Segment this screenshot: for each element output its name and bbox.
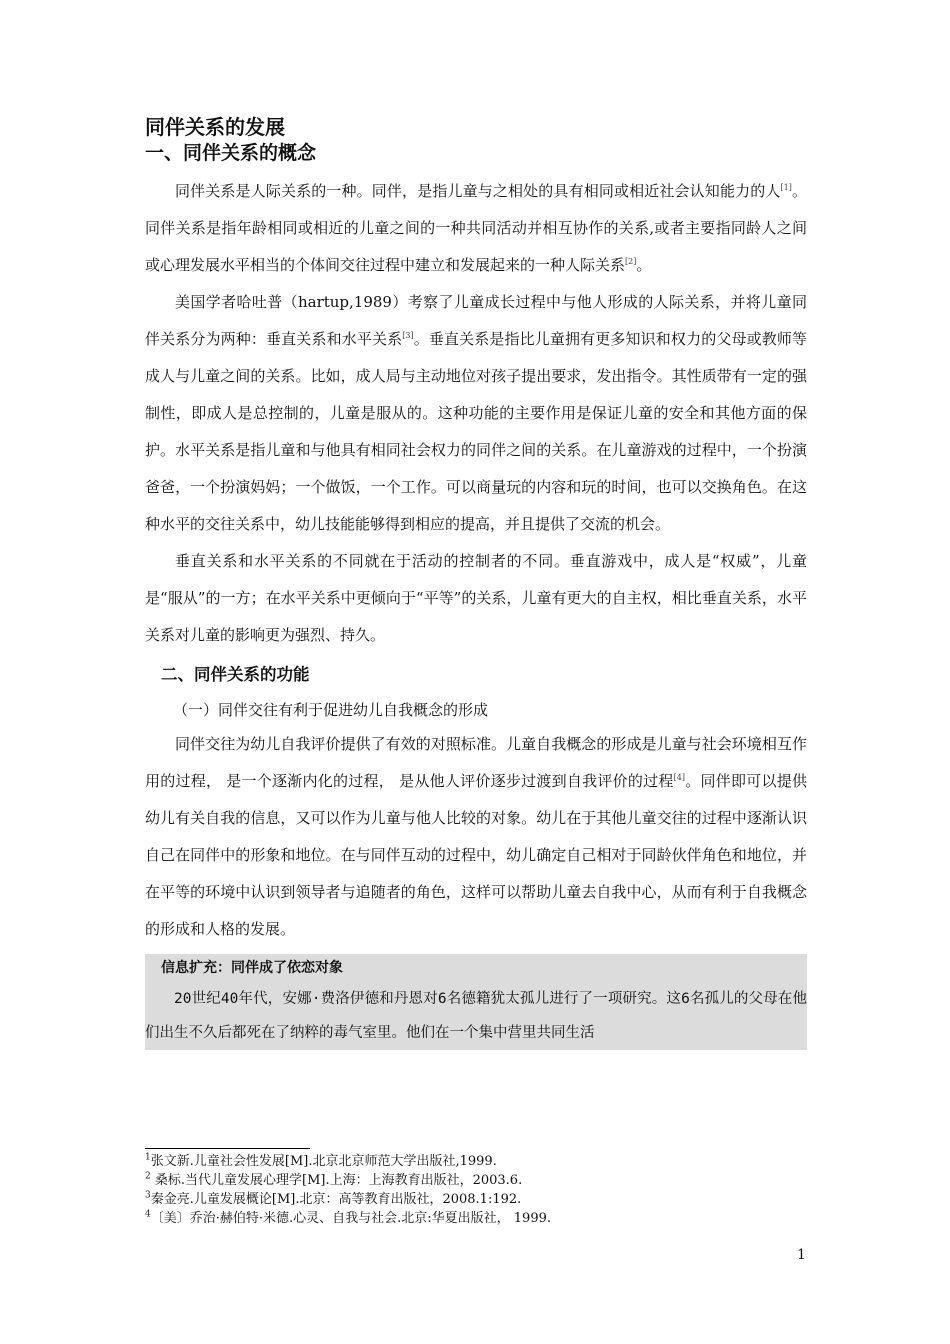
section2-heading: 二、同伴关系的功能	[161, 665, 310, 684]
document-title: 同伴关系的发展	[145, 115, 285, 139]
info-box	[145, 954, 807, 1050]
citation-4[interactable]: [4]	[673, 773, 685, 782]
info-box-title: 信息扩充：同伴成了依恋对象	[161, 960, 343, 976]
page-number: 1	[797, 1247, 806, 1263]
document-body	[145, 114, 807, 1050]
paragraph: 同伴关系是人际关系的一种。同伴，是指儿童与之相处的具有相同或相近社会认知能力的人[1]。同伴关系是指年龄相同或相近的儿童之间的一种共同活动并相互协作的关系,或者主要指同龄人之间或心理发展水平相当的个体间交往过程中建立和发展起来的一种人际关系[2]。	[145, 182, 807, 274]
footnotes	[145, 1152, 807, 1228]
footnote-item: $^2$ 桑标.当代儿童发展心理学[M].上海：上海教育出版社，2003.6.	[145, 1171, 523, 1188]
footnote-item: $^1$张文新.儿童社会性发展[M].北京北京师范大学出版社,1999.	[145, 1152, 497, 1169]
footnote-item: $^4$〔美〕乔治·赫伯特·米德.心灵、自我与社会.北京:华夏出版社， 1999.	[145, 1209, 551, 1226]
subsection-heading: （一）同伴交往有利于促进幼儿自我概念的形成	[173, 701, 489, 719]
paragraph: 垂直关系和水平关系的不同就在于活动的控制者的不同。垂直游戏中，成人是“权威”，儿童是“服从”的一方；在水平关系中更倾向于“平等”的关系，儿童有更大的自主权，相比垂直关系，水平关系对儿童的影响更为强烈、持久。	[145, 552, 807, 644]
footnote-item: $^3$秦金亮.儿童发展概论[M].北京：高等教育出版社，2008.1:192.	[145, 1190, 522, 1207]
section1-heading: 一、同伴关系的概念	[145, 142, 317, 164]
citation-1[interactable]: [1]	[780, 183, 792, 192]
footnote-divider	[145, 1148, 310, 1149]
citation-2[interactable]: [2]	[625, 257, 637, 266]
info-box-text: 20世纪40年代，安娜·费洛伊德和丹恩对6名德籍犹太孤儿进行了一项研究。这6名孤儿的父母在他们出生不久后都死在了纳粹的毒气室里。他们在一个集中营里共同生活	[145, 991, 807, 1041]
paragraph: 美国学者哈吐普（hartup,1989）考察了儿童成长过程中与他人形成的人际关系，并将儿童同伴关系分为两种：垂直关系和水平关系[3]。垂直关系是指比儿童拥有更多知识和权力的父母或教师等成人与儿童之间的关系。比如，成人局与主动地位对孩子提出要求，发出指令。其性质带有一定的强制性，即成人是总控制的，儿童是服从的。这种功能的主要作用是保证儿童的安全和其他方面的保护。水平关系是指儿童和与他具有相同社会权力的同伴之间的关系。在儿童游戏的过程中，一个扮演爸爸，一个扮演妈妈；一个做饭，一个工作。可以商量玩的内容和玩的时间，也可以交换角色。在这种水平的交往关系中，幼儿技能能够得到相应的提高，并且提供了交流的机会。	[145, 293, 807, 533]
citation-3[interactable]: [3]	[402, 331, 414, 340]
paragraph: 同伴交往为幼儿自我评价提供了有效的对照标准。儿童自我概念的形成是儿童与社会环境相互作用的过程， 是一个逐渐内化的过程， 是从他人评价逐步过渡到自我评价的过程[4]。同伴即可以提供幼儿有关自我的信息，又可以作为儿童与他人比较的对象。幼儿在于其他儿童交往的过程中逐渐认识自己在同伴中的形象和地位。在与同伴互动的过程中，幼儿确定自己相对于同龄伙伴角色和地位，并在平等的环境中认识到领导者与追随者的角色，这样可以帮助儿童去自我中心，从而有利于自我概念的形成和人格的发展。	[145, 735, 807, 938]
